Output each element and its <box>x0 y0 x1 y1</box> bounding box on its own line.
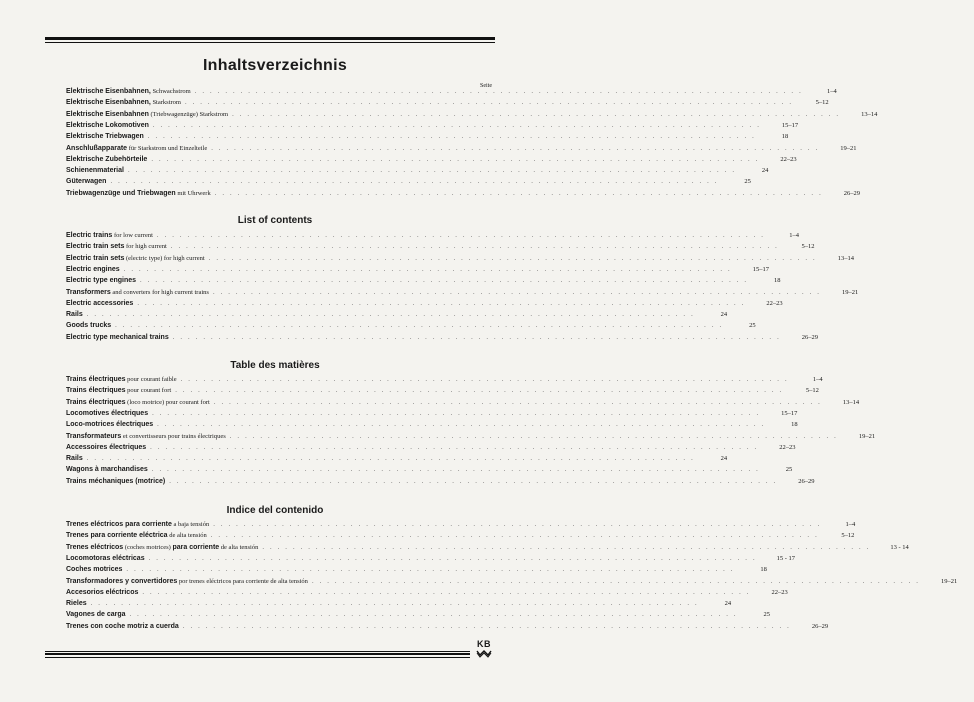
dot-leader: . . . . . . . . . . . . . . . . . . . . . . . . . . . . . . . . . . . . . . . . . . . . . . . . . . . . . . . . . . . . . . . . . . . . . . . . . . . . . . . . <box>180 376 789 383</box>
dot-leader: . . . . . . . . . . . . . . . . . . . . . . . . . . . . . . . . . . . . . . . . . . . . . . . . . . . . . . . . . . . . . . . . . . . . . . . . . . . . . . . . <box>232 110 841 118</box>
toc-entry-label <box>66 289 209 296</box>
dot-leader: . . . . . . . . . . . . . . . . . . . . . . . . . . . . . . . . . . . . . . . . . . . . . . . . . . . . . . . . . . . . . . . . . . . . . . . . . . . . . . . . <box>151 466 761 474</box>
toc-row <box>66 121 799 133</box>
toc-page-range: 22–23 <box>771 588 788 596</box>
toc-entry-label <box>66 156 147 163</box>
toc-entry-label <box>66 145 207 152</box>
dot-leader: . . . . . . . . . . . . . . . . . . . . . . . . . . . . . . . . . . . . . . . . . . . . . . . . . . . . . . . . . . . . . . . . . . . . . . . . . . . . . . . . <box>150 443 759 451</box>
toc-row <box>66 421 798 432</box>
dot-leader: . . . . . . . . . . . . . . . . . . . . . . . . . . . . . . . . . . . . . . . . . . . . . . . . . . . . . . . . . . . . . . . . . . . . . . . . . . . . . . . . <box>127 167 737 175</box>
toc-entry-main: Trains méchaniques (motrice) <box>66 477 166 485</box>
toc-row <box>66 232 799 243</box>
toc-entry-label <box>66 376 177 383</box>
toc-page-range: 24 <box>724 600 732 608</box>
toc-entry-label <box>66 88 191 95</box>
toc-page-range: 24 <box>720 455 728 463</box>
toc-entry-label <box>66 190 211 197</box>
toc-row <box>66 466 793 477</box>
toc-entry-label <box>66 300 133 307</box>
section-title: List of contents <box>237 215 313 226</box>
toc-page-range: 18 <box>791 421 798 429</box>
toc-entry-label <box>66 611 126 618</box>
toc-entry-label <box>66 455 83 462</box>
toc-row <box>66 532 855 543</box>
toc-entry-main: Trenes eléctricos para corriente <box>66 521 172 528</box>
toc-entry-detail: Schwachstrom <box>150 88 191 95</box>
dot-leader: . . . . . . . . . . . . . . . . . . . . . . . . . . . . . . . . . . . . . . . . . . . . . . . . . . . . . . . . . . . . . . . . . . . . . . . . . . . . . . . . <box>262 543 871 551</box>
toc-row <box>66 277 781 288</box>
toc-entry-main: Locomotoras eléctricas <box>66 554 145 562</box>
toc-entry-label <box>66 578 308 585</box>
toc-entry-label <box>66 122 149 129</box>
dot-leader: . . . . . . . . . . . . . . . . . . . . . . . . . . . . . . . . . . . . . . . . . . . . . . . . . . . . . . . . . . . . . . . . . . . . . . . . . . . . . . . . <box>137 299 746 307</box>
toc-entry-label <box>66 334 169 341</box>
toc-page-range: 1–4 <box>845 521 856 528</box>
toc-entry-detail: pour courant fort <box>125 387 172 395</box>
page-column-label: Seite <box>480 83 492 89</box>
toc-row <box>66 110 878 122</box>
toc-row <box>66 243 815 254</box>
dot-leader: . . . . . . . . . . . . . . . . . . . . . . . . . . . . . . . . . . . . . . . . . . . . . . . . . . . . . . . . . . . . . . . . . . . . . . . . . . . . . . . . <box>311 577 921 585</box>
toc-entry-main: Wagons à marchandises <box>66 466 148 474</box>
toc-row <box>66 387 819 398</box>
dot-leader: . . . . . . . . . . . . . . . . . . . . . . . . . . . . . . . . . . . . . . . . . . . . . . . . . . . . . . . . . . . . . . . . . . . . . . . . . . . . . . . . <box>172 333 781 341</box>
dot-leader: . . . . . . . . . . . . . . . . . . . . . . . . . . . . . . . . . . . . . . . . . . . . . . . . . . . . . . . . . . . . . . . . . . . . . . . . . . . . . . . . <box>90 600 699 608</box>
toc-entry-detail: and converters for high current trains <box>110 288 209 296</box>
dot-leader: . . . . . . . . . . . . . . . . . . . . . . . . . . . . . . . . . . . . . . . . . . . . . . . . . . . . . . . . . . . . . . . . . . . . . . . . . . . . . . . . <box>211 144 820 152</box>
dot-leader: . . . . . . . . . . . . . . . . . . . . . . . . . . . . . . . . . . . . . . . . . . . . . . . . . . . . . . . . . . . . . . . . . . . . . . . . . . . . . . . . <box>208 254 817 262</box>
toc-entry-main: Electric type mechanical trains <box>66 333 169 341</box>
toc-page-range: 5–12 <box>815 99 829 107</box>
toc-entry-main: Elektrische Lokomotiven <box>66 121 149 129</box>
toc-entry-label <box>66 589 138 596</box>
toc-page-range: 15–17 <box>781 121 799 129</box>
toc-page-range: 25 <box>785 466 793 474</box>
toc-entry-main: Trenes eléctricos <box>66 543 124 551</box>
toc-entry-main: Elektrische Eisenbahnen <box>66 110 149 118</box>
toc-entry-detail: (coches motrices) <box>123 543 173 551</box>
toc-page-range: 19–21 <box>842 288 859 296</box>
toc-page-range: 15–17 <box>781 409 798 417</box>
toc-entry-main: Schienenmaterial <box>66 167 124 175</box>
dot-leader: . . . . . . . . . . . . . . . . . . . . . . . . . . . . . . . . . . . . . . . . . . . . . . . . . . . . . . . . . . . . . . . . . . . . . . . . . . . . . . . . <box>157 421 766 429</box>
toc-page-range: 18 <box>773 277 781 285</box>
toc-entry-label <box>66 532 207 539</box>
toc-entry-detail: for low current <box>112 232 153 239</box>
toc-row <box>66 409 798 421</box>
dot-leader: . . . . . . . . . . . . . . . . . . . . . . . . . . . . . . . . . . . . . . . . . . . . . . . . . . . . . . . . . . . . . . . . . . . . . . . . . . . . . . . . <box>152 121 762 129</box>
toc-entry-label <box>66 232 153 239</box>
dot-leader: . . . . . . . . . . . . . . . . . . . . . . . . . . . . . . . . . . . . . . . . . . . . . . . . . . . . . . . . . . . . . . . . . . . . . . . . . . . . . . . . <box>175 387 784 395</box>
dot-leader: . . . . . . . . . . . . . . . . . . . . . . . . . . . . . . . . . . . . . . . . . . . . . . . . . . . . . . . . . . . . . . . . . . . . . . . . . . . . . . . . <box>214 189 823 197</box>
toc-page-range: 18 <box>781 133 789 141</box>
dot-leader: . . . . . . . . . . . . . . . . . . . . . . . . . . . . . . . . . . . . . . . . . . . . . . . . . . . . . . . . . . . . . . . . . . . . . . . . . . . . . . . . <box>123 265 732 273</box>
toc-entry-main: Anschlußapparate <box>66 144 128 152</box>
toc-row <box>66 322 756 333</box>
toc-row <box>66 600 732 611</box>
toc-entry-main: Rails <box>66 455 83 463</box>
toc-row <box>66 398 860 410</box>
dot-leader: . . . . . . . . . . . . . . . . . . . . . . . . . . . . . . . . . . . . . . . . . . . . . . . . . . . . . . . . . . . . . . . . . . . . . . . . . . . . . . . . <box>142 588 751 596</box>
toc-entry-main: Elektrische Eisenbahnen, <box>66 99 151 107</box>
toc-entry-label <box>66 444 146 451</box>
toc-page-range: 22–23 <box>766 299 783 307</box>
dot-leader: . . . . . . . . . . . . . . . . . . . . . . . . . . . . . . . . . . . . . . . . . . . . . . . . . . . . . . . . . . . . . . . . . . . . . . . . . . . . . . . . <box>147 133 756 141</box>
dot-leader: . . . . . . . . . . . . . . . . . . . . . . . . . . . . . . . . . . . . . . . . . . . . . . . . . . . . . . . . . . . . . . . . . . . . . . . . . . . . . . . . <box>110 178 719 186</box>
dot-leader: . . . . . . . . . . . . . . . . . . . . . . . . . . . . . . . . . . . . . . . . . . . . . . . . . . . . . . . . . . . . . . . . . . . . . . . . . . . . . . . . <box>210 532 819 540</box>
toc-row <box>66 144 857 156</box>
toc-entry-label <box>66 566 122 573</box>
toc-row <box>66 88 837 99</box>
toc-entry-detail: für Starkstrom und Einzelteile <box>127 144 208 152</box>
toc-entry-detail: de alta tensión <box>219 543 259 551</box>
kb-logo <box>476 640 492 662</box>
section-title: Indice del contenido <box>226 505 324 516</box>
toc-entry-main: Electric type engines <box>66 277 137 285</box>
toc-entry-main: Trenes para corriente eléctrica <box>66 532 168 540</box>
toc-page-range: 26–29 <box>798 477 815 485</box>
toc-row <box>66 155 797 167</box>
toc-entry-label <box>66 311 83 318</box>
toc-entry-label <box>66 387 171 394</box>
toc-entry-label <box>66 99 181 106</box>
toc-row <box>66 299 783 311</box>
dot-leader: . . . . . . . . . . . . . . . . . . . . . . . . . . . . . . . . . . . . . . . . . . . . . . . . . . . . . . . . . . . . . . . . . . . . . . . . . . . . . . . . <box>182 622 792 630</box>
toc-entry-detail: (loco motrice) pour courant fort <box>125 398 210 406</box>
toc-entry-main: Trains électriques <box>66 387 126 395</box>
toc-entry-main: Electric trains <box>66 232 113 239</box>
toc-row <box>66 99 829 110</box>
toc-page-range: 15 - 17 <box>776 554 795 562</box>
toc-row <box>66 543 909 555</box>
toc-row <box>66 432 876 444</box>
dot-leader: . . . . . . . . . . . . . . . . . . . . . . . . . . . . . . . . . . . . . . . . . . . . . . . . . . . . . . . . . . . . . . . . . . . . . . . . . . . . . . . . <box>151 155 760 163</box>
toc-entry-main: Triebwagenzüge und Triebwagen <box>66 189 176 197</box>
toc-entry-main: Trenes con coche motriz a cuerda <box>66 622 179 630</box>
toc-row <box>66 376 823 387</box>
toc-entry-main: Transformateurs <box>66 432 122 440</box>
dot-leader: . . . . . . . . . . . . . . . . . . . . . . . . . . . . . . . . . . . . . . . . . . . . . . . . . . . . . . . . . . . . . . . . . . . . . . . . . . . . . . . . <box>184 99 794 107</box>
toc-entry-detail: de alta tensión <box>167 532 207 540</box>
toc-row <box>66 133 789 144</box>
toc-page-range: 22–23 <box>780 155 797 163</box>
toc-row <box>66 265 770 277</box>
toc-entry-detail: por trenes eléctricos para corriente de alta tensión <box>177 577 308 585</box>
bottom-rule-1 <box>45 651 470 652</box>
toc-entry-main: Rails <box>66 311 83 319</box>
toc-entry-main: Accesorios eléctricos <box>66 588 139 596</box>
toc-entry-label <box>66 399 210 406</box>
toc-entry-label <box>66 255 205 262</box>
toc-page-range: 26–29 <box>811 622 829 630</box>
toc-page-range: 18 <box>760 566 767 574</box>
toc-page-range: 22–23 <box>779 443 796 451</box>
toc-entry-label <box>66 167 124 174</box>
toc-entry-main: Trains électriques <box>66 398 126 406</box>
toc-entry-detail: pour courant faible <box>125 376 177 383</box>
toc-page-range: 24 <box>720 311 728 319</box>
toc-row <box>66 254 854 266</box>
page-title: Inhaltsverzeichnis <box>202 57 348 74</box>
toc-entry-main: Accessoires électriques <box>66 443 147 451</box>
toc-page-range: 19–21 <box>840 144 857 152</box>
toc-entry-label <box>66 600 87 607</box>
toc-page-range: 13 - 14 <box>890 543 909 551</box>
dot-leader: . . . . . . . . . . . . . . . . . . . . . . . . . . . . . . . . . . . . . . . . . . . . . . . . . . . . . . . . . . . . . . . . . . . . . . . . . . . . . . . . <box>156 232 766 239</box>
toc-page-range: 15–17 <box>752 265 770 273</box>
toc-entry-main: Trains électriques <box>66 376 126 383</box>
toc-row <box>66 288 859 300</box>
toc-entry-main: Locomotives électriques <box>66 409 149 417</box>
dot-leader: . . . . . . . . . . . . . . . . . . . . . . . . . . . . . . . . . . . . . . . . . . . . . . . . . . . . . . . . . . . . . . . . . . . . . . . . . . . . . . . . <box>152 409 761 417</box>
toc-entry-detail: for high current <box>124 243 167 251</box>
toc-entry-main: Elektrische Triebwagen <box>66 133 144 141</box>
toc-entry-detail: mit Uhrwerk <box>175 189 211 197</box>
toc-row <box>66 521 856 532</box>
toc-entry-main: Elektrische Eisenbahnen, <box>66 88 151 95</box>
dot-leader: . . . . . . . . . . . . . . . . . . . . . . . . . . . . . . . . . . . . . . . . . . . . . . . . . . . . . . . . . . . . . . . . . . . . . . . . . . . . . . . . <box>140 277 749 285</box>
toc-entry-label <box>66 243 167 250</box>
dot-leader: . . . . . . . . . . . . . . . . . . . . . . . . . . . . . . . . . . . . . . . . . . . . . . . . . . . . . . . . . . . . . . . . . . . . . . . . . . . . . . . . <box>229 432 838 440</box>
toc-page-range: 25 <box>744 178 751 186</box>
toc-page-range: 13–14 <box>842 398 860 406</box>
dot-leader: . . . . . . . . . . . . . . . . . . . . . . . . . . . . . . . . . . . . . . . . . . . . . . . . . . . . . . . . . . . . . . . . . . . . . . . . . . . . . . . . <box>194 88 803 95</box>
toc-page-range: 5–12 <box>805 387 819 395</box>
dot-leader: . . . . . . . . . . . . . . . . . . . . . . . . . . . . . . . . . . . . . . . . . . . . . . . . . . . . . . . . . . . . . . . . . . . . . . . . . . . . . . . . <box>213 398 823 406</box>
dot-leader: . . . . . . . . . . . . . . . . . . . . . . . . . . . . . . . . . . . . . . . . . . . . . . . . . . . . . . . . . . . . . . . . . . . . . . . . . . . . . . . . <box>86 311 695 319</box>
toc-entry-detail: Starkstrom <box>150 99 181 107</box>
toc-entry-main: Güterwagen <box>66 178 107 186</box>
toc-row <box>66 477 815 489</box>
toc-entry-label <box>66 421 153 428</box>
toc-entry-main: Elektrische Zubehörteile <box>66 155 148 163</box>
dot-leader: . . . . . . . . . . . . . . . . . . . . . . . . . . . . . . . . . . . . . . . . . . . . . . . . . . . . . . . . . . . . . . . . . . . . . . . . . . . . . . . . <box>212 288 822 296</box>
toc-row <box>66 577 958 589</box>
bottom-rule-3 <box>45 657 470 658</box>
toc-entry-main: Electric accessories <box>66 299 134 307</box>
toc-entry-label <box>66 322 111 329</box>
toc-row <box>66 443 796 455</box>
toc-entry-label <box>66 521 209 528</box>
toc-row <box>66 167 769 178</box>
toc-page-range: 1–4 <box>812 376 823 383</box>
toc-entry-main: para corriente <box>172 543 220 551</box>
toc-entry-label <box>66 433 226 440</box>
toc-entry-main: Coches motrices <box>66 566 123 574</box>
dot-leader: . . . . . . . . . . . . . . . . . . . . . . . . . . . . . . . . . . . . . . . . . . . . . . . . . . . . . . . . . . . . . . . . . . . . . . . . . . . . . . . . <box>213 521 822 528</box>
toc-row <box>66 566 767 577</box>
toc-entry-label <box>66 466 148 473</box>
toc-row <box>66 333 819 345</box>
dot-leader: . . . . . . . . . . . . . . . . . . . . . . . . . . . . . . . . . . . . . . . . . . . . . . . . . . . . . . . . . . . . . . . . . . . . . . . . . . . . . . . . <box>170 243 779 251</box>
bottom-rule-2 <box>45 653 470 655</box>
toc-entry-main: Vagones de carga <box>66 611 126 619</box>
section-title: Table des matières <box>230 360 320 371</box>
toc-row <box>66 611 770 622</box>
toc-row <box>66 455 728 466</box>
toc-entry-detail: a baja tensión <box>171 521 210 528</box>
toc-page-range: 24 <box>761 167 769 175</box>
toc-page-range: 19–21 <box>858 432 876 440</box>
top-rule-thick <box>45 37 495 40</box>
toc-row <box>66 622 829 634</box>
toc-entry-label <box>66 266 120 273</box>
toc-entry-label <box>66 623 179 630</box>
dot-leader: . . . . . . . . . . . . . . . . . . . . . . . . . . . . . . . . . . . . . . . . . . . . . . . . . . . . . . . . . . . . . . . . . . . . . . . . . . . . . . . . <box>129 611 738 619</box>
toc-entry-label <box>66 178 106 185</box>
toc-page-range: 13–14 <box>861 110 878 118</box>
toc-page-range: 25 <box>763 611 770 619</box>
toc-entry-detail: (Triebwagenzüge) Starkstrom <box>148 110 229 118</box>
toc-entry-main: Goods trucks <box>66 322 112 330</box>
toc-entry-main: Transformadores y convertidores <box>66 577 178 585</box>
toc-page-range: 26–29 <box>843 189 861 197</box>
dot-leader: . . . . . . . . . . . . . . . . . . . . . . . . . . . . . . . . . . . . . . . . . . . . . . . . . . . . . . . . . . . . . . . . . . . . . . . . . . . . . . . . <box>126 566 735 574</box>
toc-entry-label <box>66 410 148 417</box>
toc-entry-label <box>66 478 165 485</box>
dot-leader: . . . . . . . . . . . . . . . . . . . . . . . . . . . . . . . . . . . . . . . . . . . . . . . . . . . . . . . . . . . . . . . . . . . . . . . . . . . . . . . . <box>86 455 695 463</box>
dot-leader: . . . . . . . . . . . . . . . . . . . . . . . . . . . . . . . . . . . . . . . . . . . . . . . . . . . . . . . . . . . . . . . . . . . . . . . . . . . . . . . . <box>115 322 724 330</box>
toc-entry-main: Loco-motrices électriques <box>66 421 154 429</box>
toc-row <box>66 588 788 600</box>
toc-page-range: 13–14 <box>837 254 854 262</box>
toc-entry-detail: (electric type) for high current <box>124 254 205 262</box>
toc-row <box>66 189 861 201</box>
toc-page-range: 5–12 <box>801 243 815 251</box>
toc-page-range: 19–21 <box>941 577 958 585</box>
dot-leader: . . . . . . . . . . . . . . . . . . . . . . . . . . . . . . . . . . . . . . . . . . . . . . . . . . . . . . . . . . . . . . . . . . . . . . . . . . . . . . . . <box>169 477 778 485</box>
toc-row <box>66 311 728 322</box>
toc-page-range: 1–4 <box>789 232 799 239</box>
toc-row <box>66 554 795 566</box>
toc-entry-label <box>66 555 145 562</box>
toc-entry-label <box>66 111 228 118</box>
toc-entry-main: Electric engines <box>66 265 120 273</box>
toc-entry-main: Electric train sets <box>66 243 125 251</box>
toc-entry-main: Transformers <box>66 288 111 296</box>
toc-page-range: 1–4 <box>827 88 837 95</box>
toc-entry-detail: et convertisseurs pour trains électriques <box>121 432 226 440</box>
toc-entry-main: Rieles <box>66 600 87 608</box>
toc-page-range: 26–29 <box>801 333 819 341</box>
toc-entry-label <box>66 544 258 551</box>
toc-entry-main: Electric train sets <box>66 254 125 262</box>
toc-page-range: 5–12 <box>841 532 855 540</box>
kb-logo-text: KB <box>477 639 491 649</box>
top-rule-thin <box>45 42 495 43</box>
toc-entry-label <box>66 277 136 284</box>
toc-row <box>66 178 751 189</box>
kb-logo-wave-icon <box>476 649 492 657</box>
toc-entry-label <box>66 133 144 140</box>
dot-leader: . . . . . . . . . . . . . . . . . . . . . . . . . . . . . . . . . . . . . . . . . . . . . . . . . . . . . . . . . . . . . . . . . . . . . . . . . . . . . . . . <box>148 554 757 562</box>
toc-page-range: 25 <box>749 322 756 330</box>
